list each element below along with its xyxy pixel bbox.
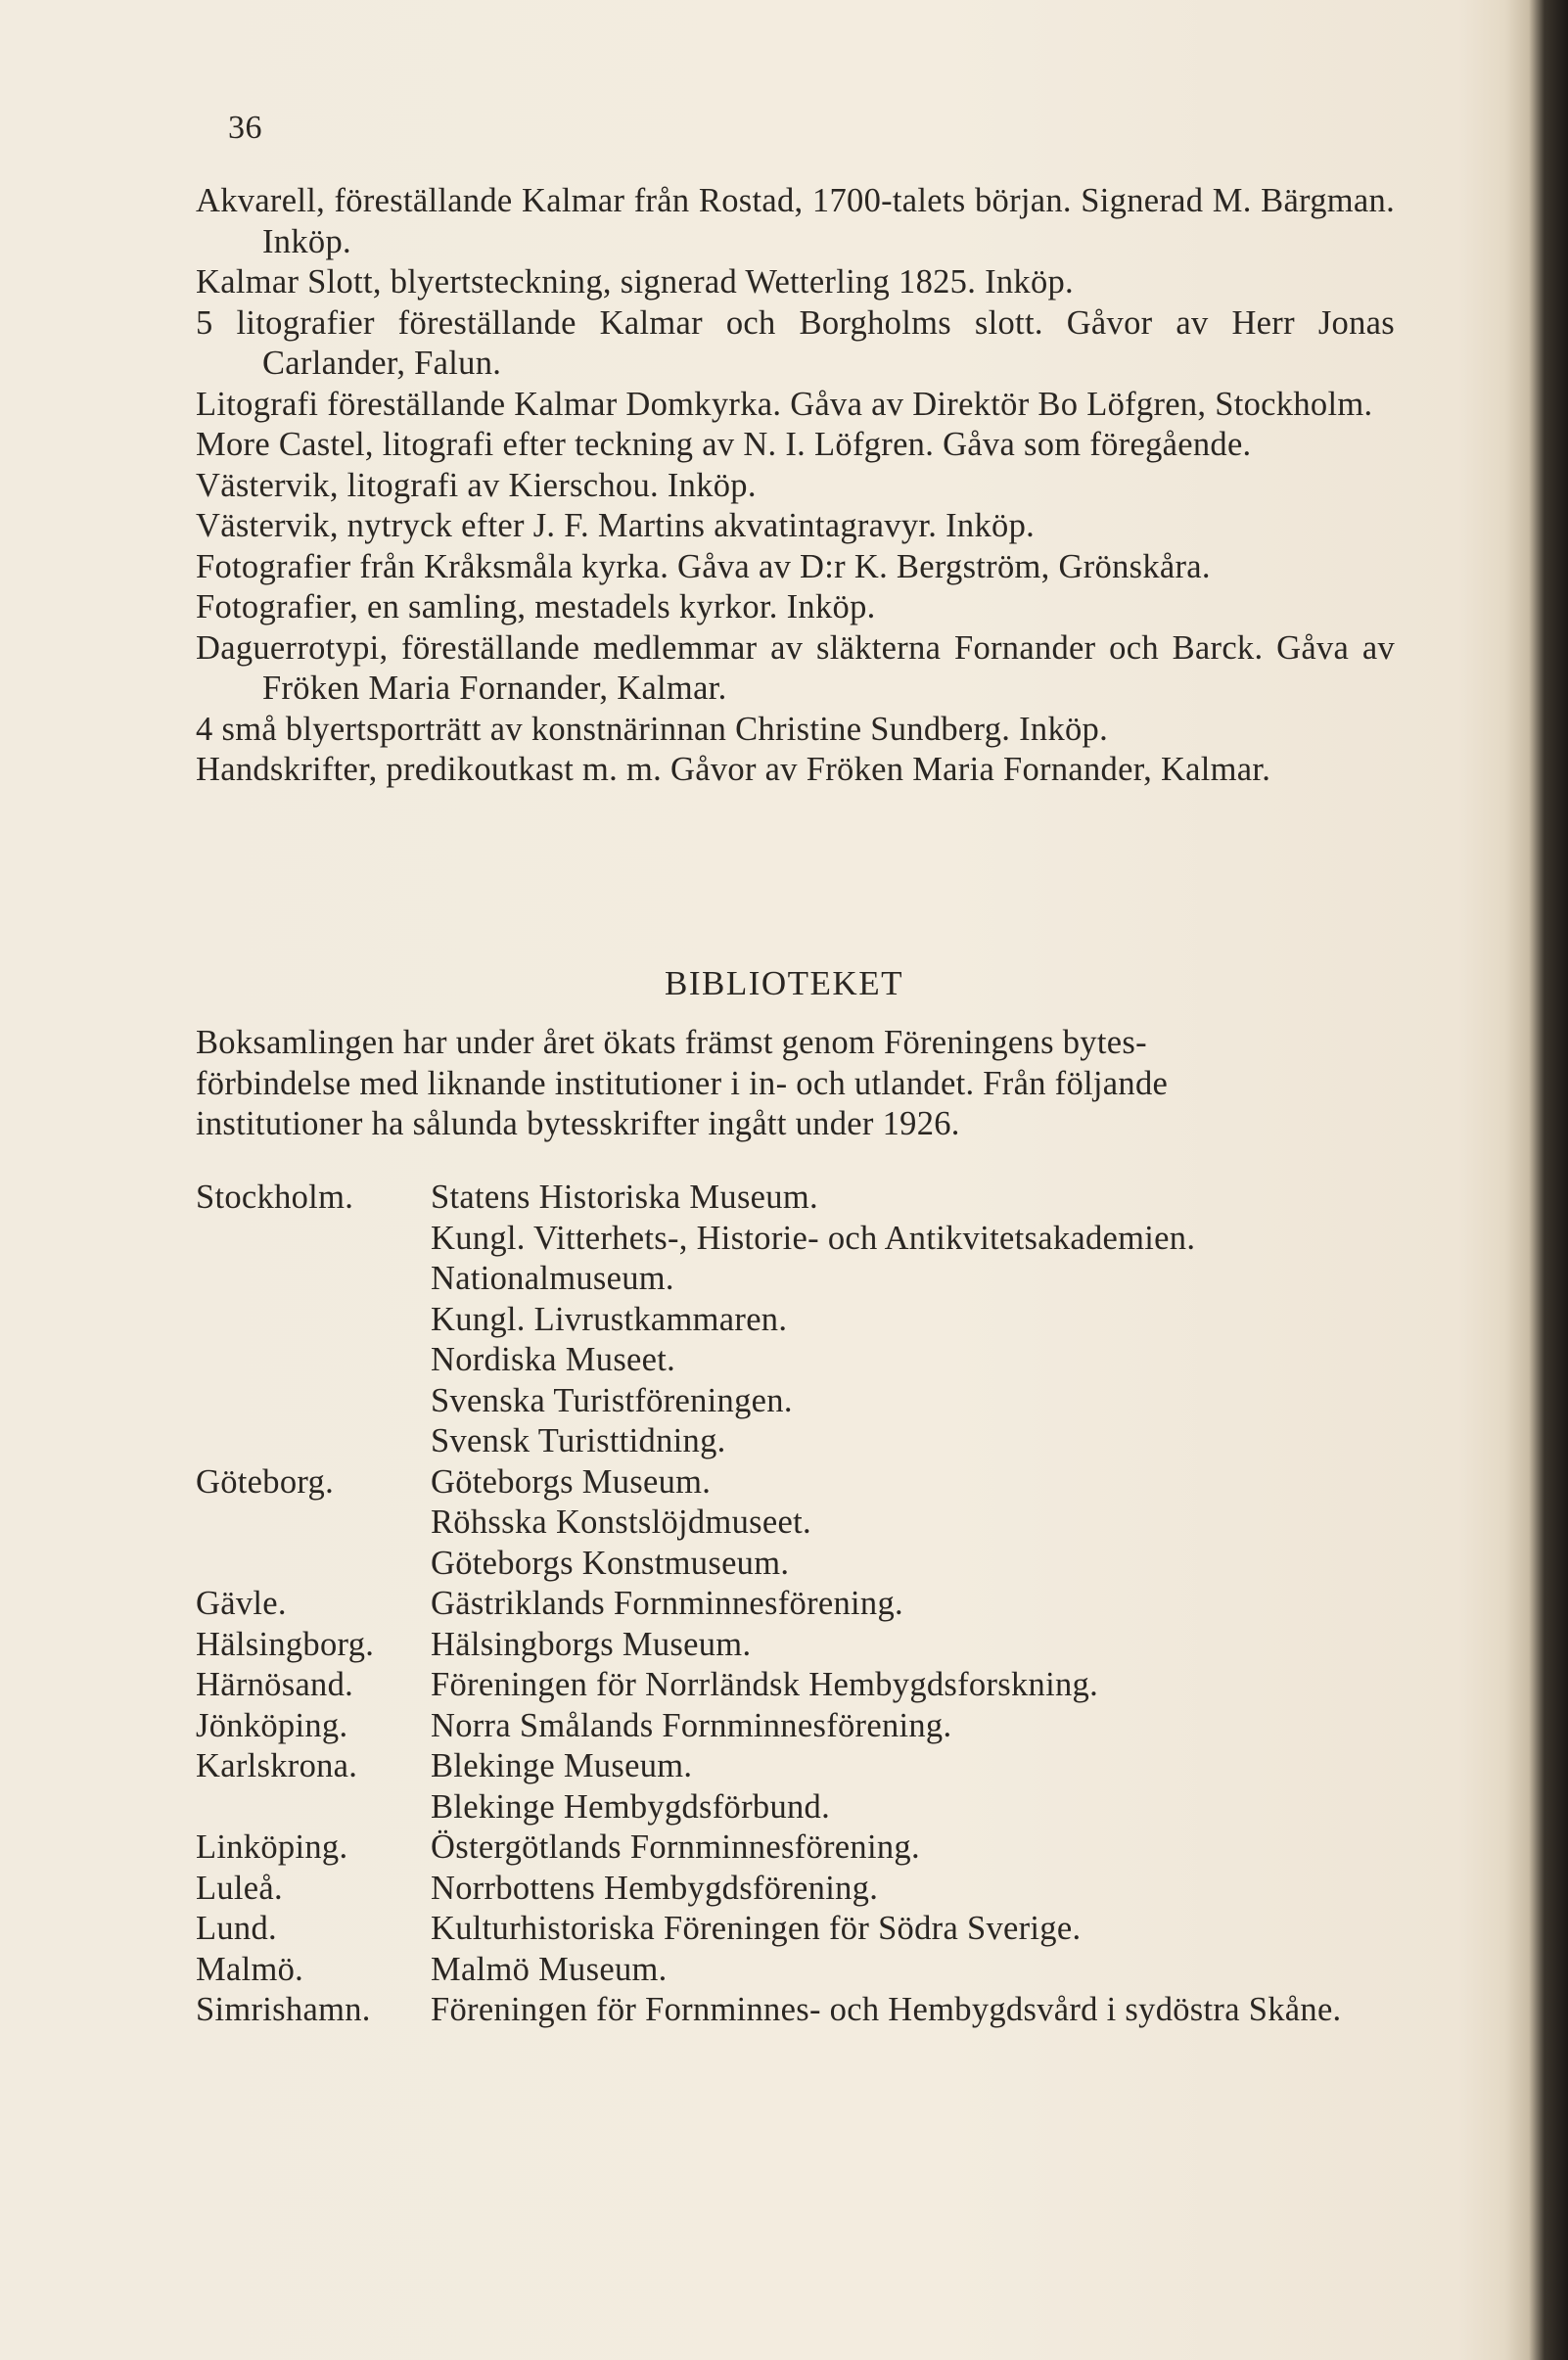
intro-line: Boksamlingen har under året ökats främst genom Föreningens bytes- xyxy=(196,1024,1147,1061)
intro-paragraph xyxy=(196,1023,1395,1145)
city-label: Malmö. xyxy=(196,1950,304,1988)
city-label: Linköping. xyxy=(196,1828,348,1866)
list-item: More Castel, litografi efter teckning av N. I. Löfgren. Gåva som föregående. xyxy=(196,426,1252,463)
institution-name: Blekinge Hembygdsförbund. xyxy=(431,1787,831,1826)
institution-name: Blekinge Museum. xyxy=(431,1747,693,1784)
city-label: Simrishamn. xyxy=(196,1991,371,2028)
city-label xyxy=(196,1259,431,1300)
list-item: Fotografier, en samling, mestadels kyrkor. Inköp. xyxy=(196,588,876,625)
institution-name: Röhsska Konstslöjdmuseet. xyxy=(431,1504,811,1541)
institution-name: Kungl. Vitterhets-, Historie- och Antikvitetsakademien. xyxy=(431,1219,1196,1257)
city-label: Härnösand. xyxy=(196,1666,354,1703)
list-item: Handskrifter, predikoutkast m. m. Gåvor av Fröken Maria Fornander, Kalmar. xyxy=(196,751,1271,788)
city-label: Jönköping. xyxy=(196,1706,348,1744)
institution-row xyxy=(196,1340,1395,1381)
institution-name: Statens Historiska Museum. xyxy=(431,1179,818,1216)
city-label xyxy=(196,1340,431,1381)
institution-row xyxy=(196,1746,1395,1787)
institution-name: Kulturhistoriska Föreningen för Södra Sverige. xyxy=(431,1910,1082,1947)
institution-row xyxy=(196,1544,1395,1585)
institution-name: Norrbottens Hembygdsförening. xyxy=(431,1869,879,1907)
institution-name: Göteborgs Konstmuseum. xyxy=(431,1544,790,1582)
city-label: Luleå. xyxy=(196,1869,283,1907)
institution-row xyxy=(196,1706,1395,1747)
page-number: 36 xyxy=(228,110,262,146)
city-label xyxy=(196,1421,431,1462)
institution-name: Hälsingborgs Museum. xyxy=(431,1625,752,1663)
institution-row xyxy=(196,1462,1395,1504)
institution-row xyxy=(196,1625,1395,1666)
city-label: Hälsingborg. xyxy=(196,1625,375,1663)
institution-row xyxy=(196,1421,1395,1462)
institution-name: Svenska Turistföreningen. xyxy=(431,1381,793,1419)
institution-row xyxy=(196,1869,1395,1910)
institution-name: Föreningen för Fornminnes- och Hembygdsvård i sydöstra Skåne. xyxy=(431,1991,1342,2028)
institution-name: Malmö Museum. xyxy=(431,1950,668,1988)
institution-name: Norra Smålands Fornminnesförening. xyxy=(431,1706,952,1744)
city-label: Karlskrona. xyxy=(196,1747,358,1784)
institution-row xyxy=(196,1259,1395,1300)
list-item: Västervik, litografi av Kierschou. Inköp. xyxy=(196,466,757,504)
list-item: Akvarell, föreställande Kalmar från Rostad, 1700-talets början. Signerad M. Bärgman. Inköp. xyxy=(196,182,1395,260)
institution-row xyxy=(196,1787,1395,1828)
acquisitions-list xyxy=(196,181,1395,791)
city-label xyxy=(196,1300,431,1341)
institution-row xyxy=(196,1381,1395,1422)
city-label xyxy=(196,1219,431,1260)
list-item: 5 litografier föreställande Kalmar och Borgholms slott. Gåvor av Herr Jonas Carlander, Falun. xyxy=(196,303,1395,382)
institution-name: Kungl. Livrustkammaren. xyxy=(431,1300,788,1338)
institution-name: Svensk Turisttidning. xyxy=(431,1422,726,1459)
institution-row xyxy=(196,1178,1395,1219)
institution-row xyxy=(196,1950,1395,1991)
institution-name: Göteborgs Museum. xyxy=(431,1462,712,1501)
city-label: Göteborg. xyxy=(196,1462,335,1501)
city-label xyxy=(196,1787,431,1828)
list-item: Daguerrotypi, föreställande medlemmar av släkterna Fornander och Barck. Gåva av Fröken Maria Fornander, Kalmar. xyxy=(196,628,1395,707)
list-item: 4 små blyertsporträtt av konstnärinnan Christine Sundberg. Inköp. xyxy=(196,710,1109,748)
institution-row xyxy=(196,1665,1395,1706)
city-label xyxy=(196,1503,431,1544)
city-label: Stockholm. xyxy=(196,1179,354,1216)
city-label: Gävle. xyxy=(196,1585,287,1622)
institution-row xyxy=(196,1828,1395,1869)
institution-name: Östergötlands Fornminnesförening. xyxy=(431,1828,920,1866)
institution-row xyxy=(196,1990,1395,2031)
institution-row xyxy=(196,1219,1395,1260)
institution-row xyxy=(196,1300,1395,1341)
institution-row xyxy=(196,1584,1395,1625)
institution-name: Nationalmuseum. xyxy=(431,1260,674,1297)
institution-name: Gästriklands Fornminnesförening. xyxy=(431,1585,903,1622)
city-label: Lund. xyxy=(196,1910,277,1947)
list-item: Västervik, nytryck efter J. F. Martins akvatintagravyr. Inköp. xyxy=(196,507,1036,544)
intro-line: förbindelse med liknande institutioner i in- och utlandet. Från följande xyxy=(196,1064,1169,1102)
city-label xyxy=(196,1381,431,1422)
section-heading: BIBLIOTEKET xyxy=(665,964,903,1002)
institution-name: Föreningen för Norrländsk Hembygdsforskning. xyxy=(431,1666,1099,1703)
institutions-list xyxy=(196,1178,1395,2031)
intro-line: institutioner ha sålunda bytesskrifter ingått under 1926. xyxy=(196,1105,960,1142)
list-item: Litografi föreställande Kalmar Domkyrka. Gåva av Direktör Bo Löfgren, Stockholm. xyxy=(196,385,1373,423)
institution-row xyxy=(196,1503,1395,1544)
institution-name: Nordiska Museet. xyxy=(431,1341,676,1378)
city-label xyxy=(196,1544,431,1585)
list-item: Kalmar Slott, blyertsteckning, signerad Wetterling 1825. Inköp. xyxy=(196,263,1074,301)
list-item: Fotografier från Kråksmåla kyrka. Gåva av D:r K. Bergström, Grönskåra. xyxy=(196,547,1211,585)
institution-row xyxy=(196,1909,1395,1950)
